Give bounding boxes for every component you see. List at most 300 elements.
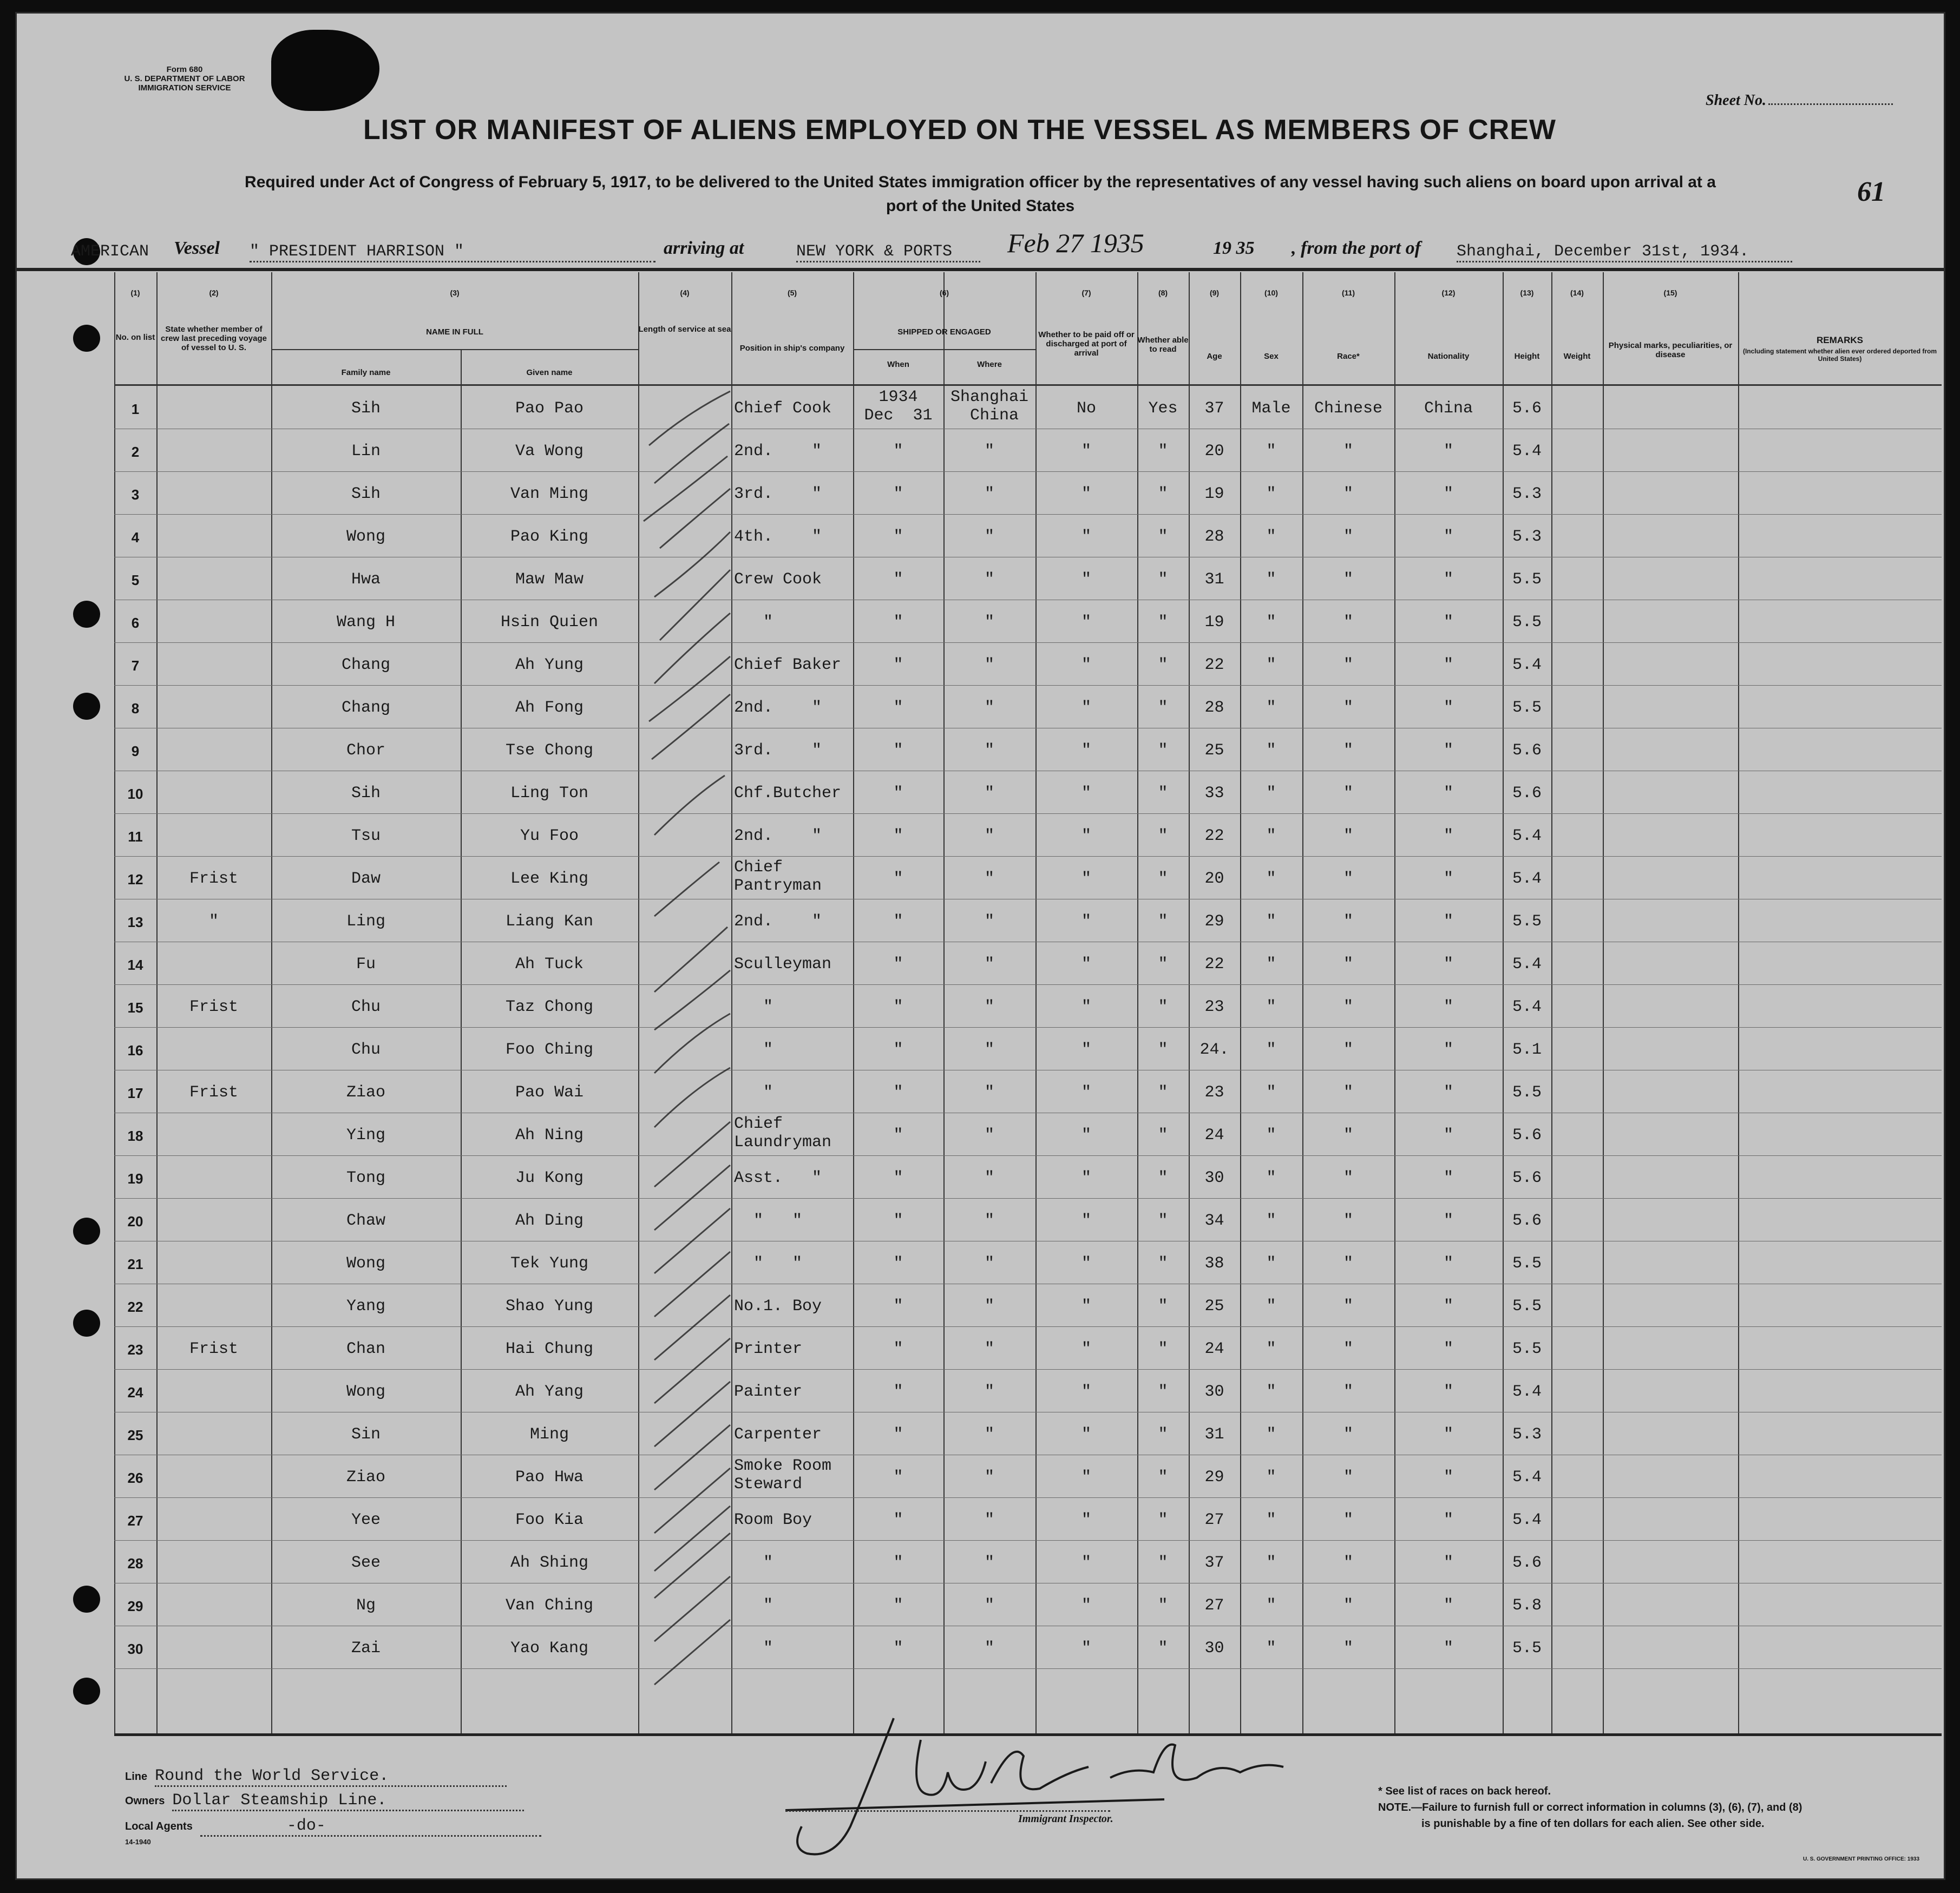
cell-position: 2nd. ": [734, 827, 822, 845]
cell-family: Ling: [346, 912, 385, 931]
cell-when: ": [893, 613, 903, 632]
cell-where: ": [984, 827, 994, 845]
cell-family: Chan: [346, 1340, 385, 1358]
row-number: 1: [131, 401, 140, 417]
cell-paid-off: ": [1081, 442, 1091, 461]
cell-position: ": [734, 998, 773, 1016]
cell-position: Chief Pantryman: [734, 858, 822, 895]
cell-position: Carpenter: [734, 1425, 822, 1444]
cell-when: ": [893, 827, 903, 845]
cell-age: 29: [1204, 1468, 1224, 1487]
cell-nationality: ": [1443, 1254, 1453, 1273]
cell-when: ": [893, 1126, 903, 1145]
cell-sex: ": [1266, 1554, 1276, 1572]
row-line: [114, 1668, 1942, 1669]
line-label: Line: [125, 1771, 148, 1783]
cell-height: 5.6: [1512, 1126, 1542, 1145]
col-num: (14): [1570, 288, 1584, 297]
cell-position: 2nd. ": [734, 699, 822, 717]
cell-given: Hsin Quien: [500, 613, 599, 632]
cell-family: Ng: [356, 1596, 376, 1615]
cell-where: ": [984, 912, 994, 931]
row-line: [114, 1027, 1942, 1028]
penalty-note-cont: is punishable by a fine of ten dollars for each alien. See other side.: [1421, 1818, 1765, 1830]
cell-sex: ": [1266, 784, 1276, 803]
cell-sex: ": [1266, 442, 1276, 461]
cell-family: Yang: [346, 1297, 385, 1316]
cell-age: 30: [1204, 1383, 1224, 1401]
cell-nationality: ": [1443, 613, 1453, 632]
penalty-note: NOTE.—Failure to furnish full or correct information in columns (3), (6), (7), and (8): [1378, 1802, 1802, 1813]
cell-given: Liang Kan: [505, 912, 594, 931]
cell-where: ": [984, 1468, 994, 1487]
cell-sex: ": [1266, 827, 1276, 845]
cell-age: 33: [1204, 784, 1224, 803]
col-header: Position in ship's company: [739, 344, 845, 353]
cell-height: 5.8: [1512, 1596, 1542, 1615]
manifest-sheet: [15, 12, 1945, 1880]
cell-position: 4th. ": [734, 528, 822, 546]
cell-race: Chinese: [1314, 399, 1383, 418]
binder-hole: [73, 601, 100, 628]
cell-nationality: ": [1443, 699, 1453, 717]
department: U. S. DEPARTMENT OF LABOR: [124, 74, 245, 83]
cell-position: ": [734, 1041, 773, 1059]
printing-office: U. S. GOVERNMENT PRINTING OFFICE: 1933: [1803, 1856, 1920, 1862]
cell-height: 5.5: [1512, 1639, 1542, 1658]
cell-race: ": [1343, 1511, 1353, 1529]
cell-sex: ": [1266, 1041, 1276, 1059]
cell-position: ": [734, 1554, 773, 1572]
col-subheader: When: [887, 360, 909, 369]
cell-read: ": [1158, 1596, 1168, 1615]
cell-sex: ": [1266, 1383, 1276, 1401]
cell-sex: ": [1266, 870, 1276, 888]
cell-when: ": [893, 998, 903, 1016]
row-line: [114, 514, 1942, 515]
cell-nationality: ": [1443, 1425, 1453, 1444]
cell-given: Ah Shing: [510, 1554, 589, 1572]
cell-family: Lin: [351, 442, 381, 461]
cell-when: ": [893, 741, 903, 760]
service: IMMIGRATION SERVICE: [138, 83, 231, 93]
cell-race: ": [1343, 1212, 1353, 1230]
cell-family: Hwa: [351, 570, 381, 589]
cell-race: ": [1343, 741, 1353, 760]
vessel-nationality: AMERICAN: [71, 242, 149, 261]
cell-nationality: ": [1443, 656, 1453, 674]
row-number: 30: [127, 1641, 143, 1657]
col-subheader: Where: [977, 360, 1002, 369]
cell-age: 23: [1204, 998, 1224, 1016]
row-number: 2: [131, 444, 140, 460]
row-number: 27: [127, 1513, 143, 1529]
cell-given: Foo Kia: [515, 1511, 584, 1529]
row-number: 28: [127, 1555, 143, 1572]
row-line: [114, 642, 1942, 643]
cell-where: ": [984, 741, 994, 760]
cell-given: Ling Ton: [510, 784, 589, 803]
cell-nationality: ": [1443, 1383, 1453, 1401]
cell-height: 5.4: [1512, 1468, 1542, 1487]
cell-family: Chang: [341, 656, 390, 674]
cell-position: 2nd. ": [734, 912, 822, 931]
row-number: 20: [127, 1213, 143, 1230]
cell-family: Wong: [346, 1383, 385, 1401]
cell-height: 5.6: [1512, 1554, 1542, 1572]
cell-paid-off: ": [1081, 570, 1091, 589]
cell-paid-off: ": [1081, 1041, 1091, 1059]
subtitle-line-2: port of the United States: [886, 197, 1075, 215]
col-header: No. on list: [115, 333, 155, 342]
cell-paid-off: ": [1081, 528, 1091, 546]
cell-when: ": [893, 699, 903, 717]
cell-sex: Male: [1251, 399, 1291, 418]
cell-position: ": [734, 613, 773, 632]
cell-race: ": [1343, 1340, 1353, 1358]
cell-read: ": [1158, 1126, 1168, 1145]
row-number: 14: [127, 957, 143, 973]
cell-where: ": [984, 1511, 994, 1529]
cell-nationality: ": [1443, 1511, 1453, 1529]
cell-prev: Frist: [189, 1340, 238, 1358]
cell-position: Painter: [734, 1383, 803, 1401]
cell-height: 5.5: [1512, 570, 1542, 589]
cell-position: ": [734, 1639, 773, 1658]
cell-read: ": [1158, 528, 1168, 546]
cell-where: ": [984, 528, 994, 546]
cell-paid-off: ": [1081, 998, 1091, 1016]
cell-where: ": [984, 1340, 994, 1358]
row-number: 18: [127, 1128, 143, 1144]
from-port-label: , from the port of: [1292, 238, 1421, 258]
col-num: (10): [1264, 288, 1278, 297]
binder-hole: [73, 1678, 100, 1705]
row-line: [114, 856, 1942, 857]
cell-where: ": [984, 699, 994, 717]
cell-read: ": [1158, 1169, 1168, 1187]
cell-family: Wang H: [336, 613, 396, 632]
agents-form-code: 14-1940: [125, 1838, 151, 1846]
cell-nationality: China: [1424, 399, 1473, 418]
cell-nationality: ": [1443, 1041, 1453, 1059]
cell-race: ": [1343, 870, 1353, 888]
cell-height: 5.5: [1512, 699, 1542, 717]
row-line: [114, 471, 1942, 472]
cell-age: 30: [1204, 1639, 1224, 1658]
cell-nationality: ": [1443, 1554, 1453, 1572]
row-line: [114, 984, 1942, 985]
cell-race: ": [1343, 1639, 1353, 1658]
cell-read: ": [1158, 955, 1168, 974]
owners-value: Dollar Steamship Line.: [172, 1791, 524, 1811]
cell-when: ": [893, 528, 903, 546]
cell-age: 24.: [1199, 1041, 1229, 1059]
cell-when: ": [893, 1383, 903, 1401]
cell-paid-off: ": [1081, 955, 1091, 974]
cell-age: 34: [1204, 1212, 1224, 1230]
cell-read: ": [1158, 1041, 1168, 1059]
cell-when: ": [893, 1554, 903, 1572]
cell-height: 5.6: [1512, 741, 1542, 760]
cell-family: Daw: [351, 870, 381, 888]
line-value: Round the World Service.: [155, 1767, 507, 1787]
cell-given: Ju Kong: [515, 1169, 584, 1187]
cell-age: 25: [1204, 741, 1224, 760]
cell-sex: ": [1266, 1297, 1276, 1316]
cell-height: 5.5: [1512, 1254, 1542, 1273]
cell-age: 28: [1204, 699, 1224, 717]
cell-race: ": [1343, 1554, 1353, 1572]
cell-position: Crew Cook: [734, 570, 822, 589]
cell-age: 37: [1204, 1554, 1224, 1572]
cell-age: 31: [1204, 1425, 1224, 1444]
cell-age: 38: [1204, 1254, 1224, 1273]
cell-read: ": [1158, 485, 1168, 503]
cell-sex: ": [1266, 1639, 1276, 1658]
col-num: (15): [1663, 288, 1677, 297]
cell-height: 5.5: [1512, 1340, 1542, 1358]
subtitle: [93, 170, 1868, 218]
cell-position: Chf.Butcher: [734, 784, 842, 803]
cell-race: ": [1343, 570, 1353, 589]
cell-given: Ah Ning: [515, 1126, 584, 1145]
cell-age: 19: [1204, 485, 1224, 503]
cell-nationality: ": [1443, 998, 1453, 1016]
cell-age: 28: [1204, 528, 1224, 546]
subtitle-line-1: Required under Act of Congress of February 5, 1917, to be delivered to the United States immigration officer by the representatives of any vessel having such aliens on board upon arrival at a: [245, 173, 1716, 191]
footer-owners: [125, 1791, 612, 1811]
col-header-remarks: REMARKS: [1817, 335, 1863, 345]
row-line: [114, 1497, 1942, 1498]
cell-paid-off: ": [1081, 827, 1091, 845]
cell-read: ": [1158, 827, 1168, 845]
footer-notes: [1378, 1783, 1919, 1832]
form-number: Form 680: [166, 65, 203, 74]
cell-nationality: ": [1443, 1468, 1453, 1487]
cell-read: ": [1158, 1511, 1168, 1529]
col-num: (1): [130, 288, 140, 297]
year-printed: 19 35: [1213, 238, 1255, 258]
cell-race: ": [1343, 1254, 1353, 1273]
cell-nationality: ": [1443, 485, 1453, 503]
cell-read: ": [1158, 656, 1168, 674]
cell-paid-off: ": [1081, 1511, 1091, 1529]
cell-height: 5.1: [1512, 1041, 1542, 1059]
cell-where: ": [984, 784, 994, 803]
cell-sex: ": [1266, 1596, 1276, 1615]
row-number: 4: [131, 529, 140, 545]
cell-family: Yee: [351, 1511, 381, 1529]
cell-height: 5.4: [1512, 955, 1542, 974]
cell-race: ": [1343, 485, 1353, 503]
row-number: 26: [127, 1470, 143, 1486]
cell-sex: ": [1266, 485, 1276, 503]
cell-nationality: ": [1443, 827, 1453, 845]
cell-when: ": [893, 1083, 903, 1102]
cell-height: 5.3: [1512, 1425, 1542, 1444]
row-line: [114, 1540, 1942, 1541]
cell-paid-off: ": [1081, 1297, 1091, 1316]
cell-nationality: ": [1443, 1639, 1453, 1658]
cell-where: ": [984, 870, 994, 888]
cell-paid-off: ": [1081, 1254, 1091, 1273]
cell-prev: ": [208, 912, 219, 931]
cell-paid-off: ": [1081, 1083, 1091, 1102]
race-note: * See list of races on back hereof.: [1378, 1785, 1551, 1797]
cell-given: Pao Pao: [515, 399, 584, 418]
sheet-no: [1706, 89, 1933, 109]
cell-where: ": [984, 613, 994, 632]
cell-family: Ying: [346, 1126, 385, 1145]
cell-when: ": [893, 1254, 903, 1273]
cell-height: 5.4: [1512, 827, 1542, 845]
cell-where: ": [984, 1126, 994, 1145]
cell-nationality: ": [1443, 1297, 1453, 1316]
cell-sex: ": [1266, 613, 1276, 632]
inspector-label: Immigrant Inspector.: [1018, 1813, 1113, 1825]
row-number: 12: [127, 871, 143, 888]
cell-given: Van Ming: [510, 485, 589, 503]
cell-paid-off: ": [1081, 1169, 1091, 1187]
col-header: Height: [1514, 352, 1540, 361]
col-num: (7): [1081, 288, 1091, 297]
cell-when: ": [893, 955, 903, 974]
cell-where: Shanghai China: [950, 388, 1029, 425]
cell-position: 3rd. ": [734, 485, 822, 503]
cell-sex: ": [1266, 656, 1276, 674]
cell-race: ": [1343, 1126, 1353, 1145]
cell-sex: ": [1266, 699, 1276, 717]
cell-given: Tse Chong: [505, 741, 594, 760]
row-number: 16: [127, 1042, 143, 1059]
cell-sex: ": [1266, 955, 1276, 974]
cell-when: 1934 Dec 31: [864, 388, 933, 425]
cell-sex: ": [1266, 1083, 1276, 1102]
cell-read: ": [1158, 1254, 1168, 1273]
cell-race: ": [1343, 1425, 1353, 1444]
cell-family: Sih: [351, 399, 381, 418]
col-header: Nationality: [1427, 352, 1470, 361]
cell-position: Asst. ": [734, 1169, 822, 1187]
cell-race: ": [1343, 699, 1353, 717]
cell-given: Hai Chung: [505, 1340, 594, 1358]
cell-paid-off: ": [1081, 1212, 1091, 1230]
cell-read: ": [1158, 1383, 1168, 1401]
cell-read: ": [1158, 1468, 1168, 1487]
row-line: [114, 1155, 1942, 1156]
cell-paid-off: ": [1081, 1383, 1091, 1401]
cell-race: ": [1343, 1596, 1353, 1615]
row-line: [114, 1326, 1942, 1327]
cell-age: 31: [1204, 570, 1224, 589]
arrival-port: NEW YORK & PORTS: [796, 242, 980, 262]
cell-nationality: ": [1443, 955, 1453, 974]
cell-where: ": [984, 1425, 994, 1444]
cell-family: Tong: [346, 1169, 385, 1187]
cell-given: Yu Foo: [520, 827, 579, 845]
cell-when: ": [893, 656, 903, 674]
cell-age: 20: [1204, 442, 1224, 461]
cell-paid-off: ": [1081, 1596, 1091, 1615]
cell-read: ": [1158, 1083, 1168, 1102]
col-subheader: Given name: [526, 368, 573, 377]
cell-paid-off: ": [1081, 1639, 1091, 1658]
cell-family: Fu: [356, 955, 376, 974]
cell-position: 2nd. ": [734, 442, 822, 461]
cell-read: ": [1158, 442, 1168, 461]
cell-position: " ": [734, 1254, 803, 1273]
cell-family: Wong: [346, 1254, 385, 1273]
binder-hole: [73, 693, 100, 720]
cell-height: 5.6: [1512, 399, 1542, 418]
col-num: (6): [939, 288, 949, 297]
col-num: (2): [209, 288, 219, 297]
cell-family: Chang: [341, 699, 390, 717]
binder-hole: [73, 325, 100, 352]
cell-where: ": [984, 1596, 994, 1615]
cell-given: Ah Fong: [515, 699, 584, 717]
cell-read: ": [1158, 570, 1168, 589]
cell-height: 5.4: [1512, 1511, 1542, 1529]
cell-race: ": [1343, 442, 1353, 461]
col-header: Length of service at sea: [638, 325, 731, 334]
cell-given: Taz Chong: [505, 998, 594, 1016]
cell-height: 5.6: [1512, 1212, 1542, 1230]
cell-paid-off: ": [1081, 1554, 1091, 1572]
cell-read: ": [1158, 784, 1168, 803]
cell-when: ": [893, 570, 903, 589]
cell-age: 24: [1204, 1126, 1224, 1145]
cell-where: ": [984, 1254, 994, 1273]
cell-race: ": [1343, 1169, 1353, 1187]
cell-given: Va Wong: [515, 442, 584, 461]
col-subheader: Family name: [341, 368, 391, 377]
cell-family: Chu: [351, 998, 381, 1016]
cell-race: ": [1343, 528, 1353, 546]
cell-when: ": [893, 485, 903, 503]
cell-prev: Frist: [189, 1083, 238, 1102]
cell-given: Pao King: [510, 528, 589, 546]
cell-sex: ": [1266, 528, 1276, 546]
cell-height: 5.3: [1512, 485, 1542, 503]
cell-nationality: ": [1443, 870, 1453, 888]
col-num: (11): [1341, 288, 1355, 297]
cell-read: ": [1158, 741, 1168, 760]
departure-port: Shanghai, December 31st, 1934.: [1457, 242, 1792, 262]
cell-read: ": [1158, 912, 1168, 931]
cell-sex: ": [1266, 998, 1276, 1016]
cell-height: 5.4: [1512, 656, 1542, 674]
row-number: 21: [127, 1256, 143, 1272]
cell-when: ": [893, 1639, 903, 1658]
cell-read: ": [1158, 699, 1168, 717]
cell-height: 5.4: [1512, 870, 1542, 888]
row-number: 3: [131, 487, 140, 503]
footer-line: [125, 1767, 612, 1787]
row-number: 15: [127, 1000, 143, 1016]
cell-when: ": [893, 1511, 903, 1529]
vessel-name: " PRESIDENT HARRISON ": [250, 242, 655, 262]
cell-sex: ": [1266, 1126, 1276, 1145]
cell-family: Sih: [351, 784, 381, 803]
cell-sex: ": [1266, 570, 1276, 589]
row-number: 11: [128, 829, 143, 845]
row-number: 17: [127, 1085, 143, 1101]
binder-hole: [73, 1586, 100, 1613]
cell-given: Shao Yung: [505, 1297, 594, 1316]
cell-nationality: ": [1443, 1340, 1453, 1358]
